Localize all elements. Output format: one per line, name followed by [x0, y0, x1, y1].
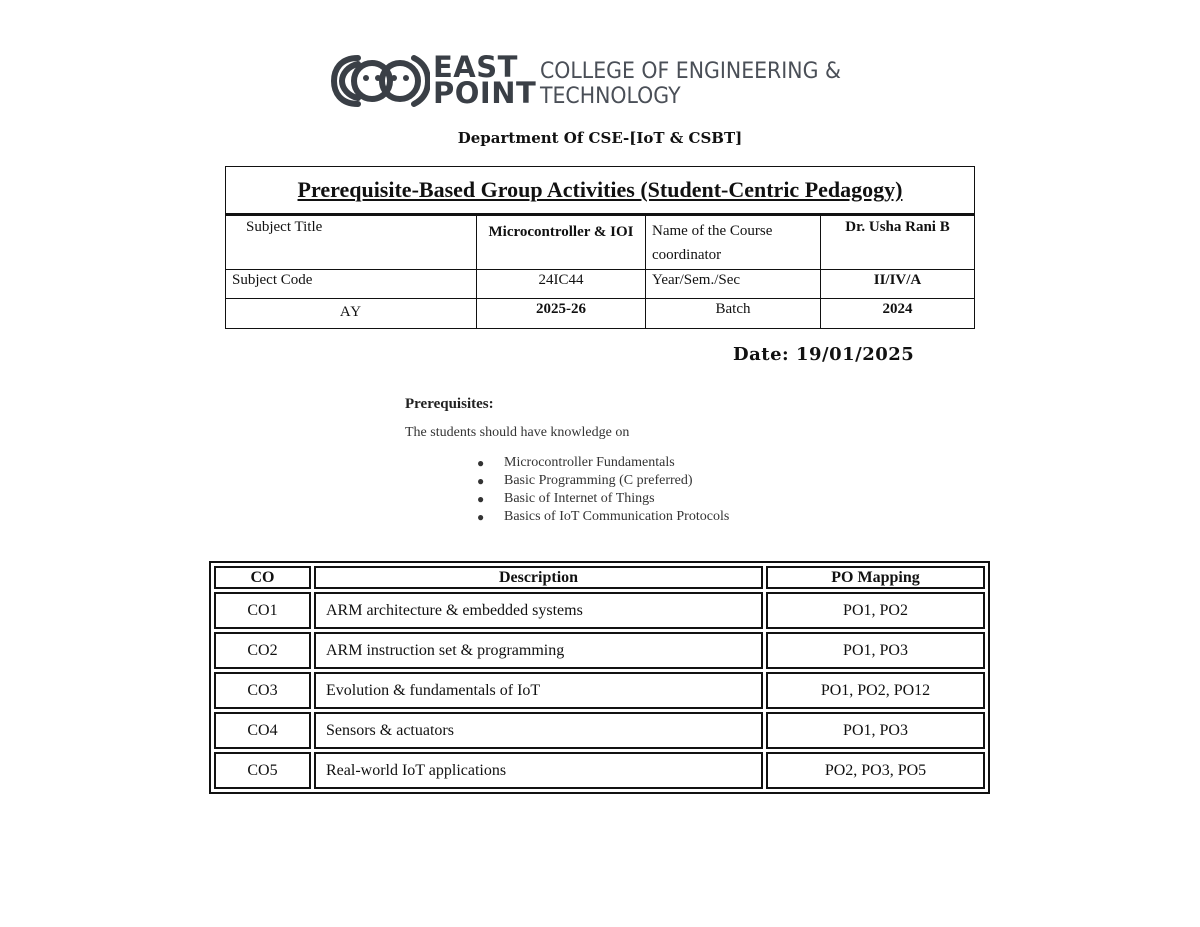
co-cell: CO4: [214, 712, 311, 749]
po-mapping-cell: PO1, PO2, PO12: [766, 672, 985, 709]
year-label: Year/Sem./Sec: [646, 270, 821, 299]
east-point-logo-icon: [330, 52, 430, 110]
logo-technology-text: TECHNOLOGY: [540, 84, 681, 109]
bullet-icon: ●: [477, 492, 485, 506]
logo-point-text: POINT: [433, 76, 537, 110]
subject-title-label: Subject Title: [226, 215, 477, 270]
list-item: ● Basic Programming (C preferred): [477, 473, 693, 488]
department-heading: Department Of CSE-[IoT & CSBT]: [457, 129, 743, 147]
co-cell: CO3: [214, 672, 311, 709]
coordinator-label: Name of the Course coordinator: [646, 215, 821, 270]
description-cell: Evolution & fundamentals of IoT: [314, 672, 763, 709]
logo-college-text: COLLEGE OF ENGINEERING &: [540, 59, 841, 84]
logo-east-text: EAST: [433, 50, 518, 84]
subject-code-label: Subject Code: [226, 270, 477, 299]
prerequisites-intro: The students should have knowledge on: [405, 425, 630, 440]
course-info-table: [225, 166, 975, 329]
header-description: Description: [314, 566, 763, 589]
bullet-icon: ●: [477, 474, 485, 488]
co-cell: CO5: [214, 752, 311, 789]
bullet-icon: ●: [477, 456, 485, 470]
table-header-row: [214, 566, 985, 589]
header-co: CO: [214, 566, 311, 589]
table-row: [214, 712, 985, 749]
description-cell: ARM architecture & embedded systems: [314, 592, 763, 629]
po-mapping-cell: PO1, PO3: [766, 712, 985, 749]
year-value: II/IV/A: [821, 270, 975, 299]
batch-value: 2024: [821, 299, 975, 329]
coordinator-value: Dr. Usha Rani B: [821, 215, 975, 270]
list-item: ● Basics of IoT Communication Protocols: [477, 509, 730, 524]
prerequisites-heading: Prerequisites:: [405, 396, 494, 412]
college-logo: [330, 52, 875, 112]
table-row: [214, 752, 985, 789]
po-mapping-cell: PO2, PO3, PO5: [766, 752, 985, 789]
document-date: Date: 19/01/2025: [733, 344, 915, 365]
po-mapping-cell: PO1, PO2: [766, 592, 985, 629]
table-row: [214, 672, 985, 709]
info-table-title: Prerequisite-Based Group Activities (Student-Centric Pedagogy): [226, 167, 975, 215]
description-cell: ARM instruction set & programming: [314, 632, 763, 669]
bullet-icon: ●: [477, 510, 485, 524]
prerequisites-section: [405, 396, 729, 526]
batch-label: Batch: [646, 299, 821, 329]
ay-value: 2025-26: [477, 299, 646, 329]
list-item: ● Microcontroller Fundamentals: [477, 455, 675, 470]
subject-code-value: 24IC44: [477, 270, 646, 299]
co-po-mapping-table: [209, 561, 990, 794]
co-cell: CO2: [214, 632, 311, 669]
table-row: [214, 592, 985, 629]
co-cell: CO1: [214, 592, 311, 629]
ay-label: AY: [226, 299, 477, 329]
description-cell: Sensors & actuators: [314, 712, 763, 749]
po-mapping-cell: PO1, PO3: [766, 632, 985, 669]
table-row: [214, 632, 985, 669]
description-cell: Real-world IoT applications: [314, 752, 763, 789]
header-po-mapping: PO Mapping: [766, 566, 985, 589]
prerequisites-list: [405, 454, 729, 526]
subject-title-value: Microcontroller & IOI: [477, 215, 646, 270]
list-item: ● Basic of Internet of Things: [477, 491, 655, 506]
